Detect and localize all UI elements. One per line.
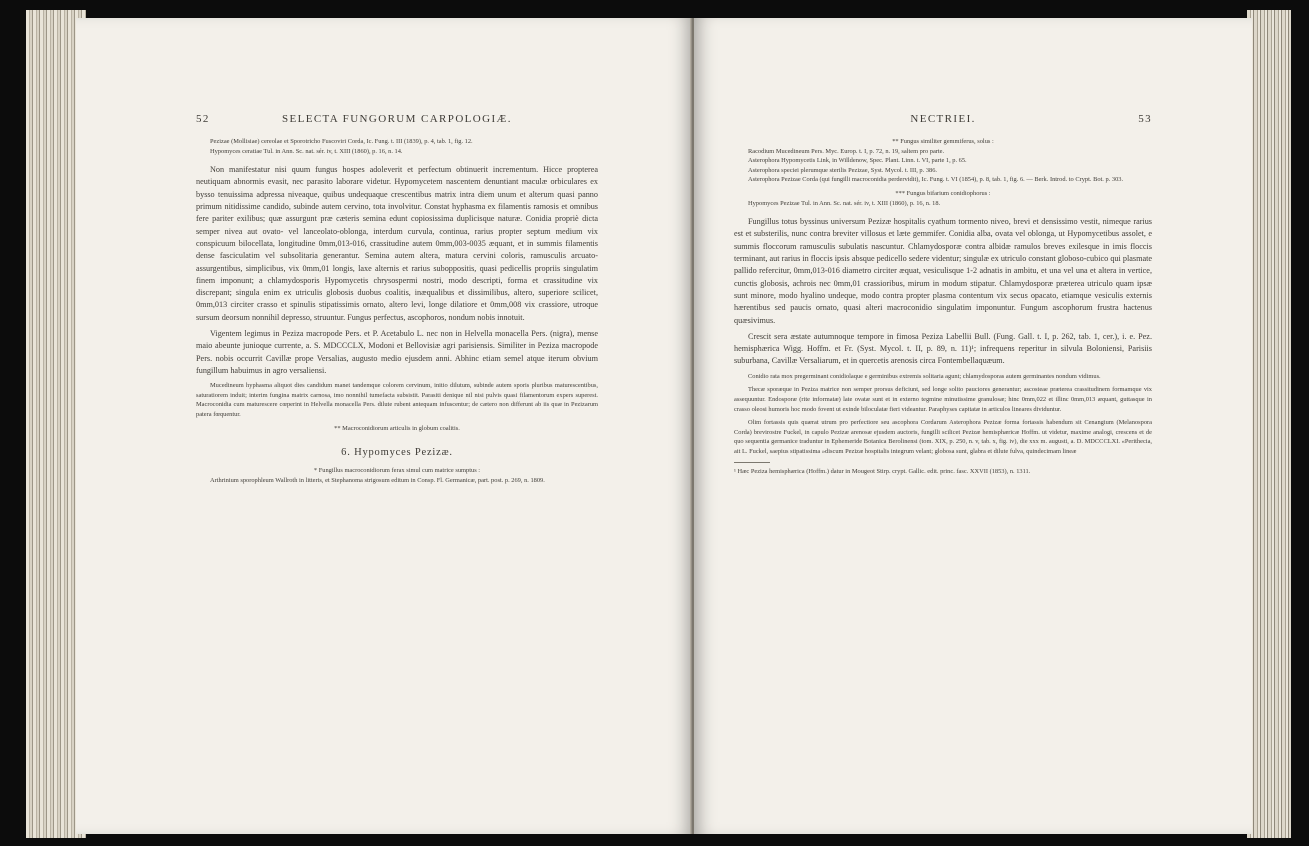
right-page-stack-edge xyxy=(1247,10,1291,838)
body-paragraph: Vigentem legimus in Peziza macropode Pers. et P. Acetabulo L. nec non in Helvella monacella Pers. (nigra), mense maio abeunte junioque currente, a. S. MDCCCLX, Modoni et Bellovisiæ agri parisiensis. Similiter in Peziza macropode Pers. nobis occurrit Cavillæ prope Versalias, augusto medio ejusdem anni. Abhinc etiam semel atque iterum obvium fungillum habuimus in agro versaliensi. xyxy=(196,329,598,375)
right-page-content xyxy=(734,113,1152,477)
section-reference: Arthrinium sporophleum Wallroth in litteris, et Stephanoma strigosum editum in Consp. Fl. Germanicæ, part. post. p. 269, n. 1809. xyxy=(210,476,545,484)
reference-line: Hypomyces ceratiae Tul. in Ann. Sc. nat. sér. iv, t. XIII (1860), p. 16, n. 14. xyxy=(210,147,403,155)
reference-line: Pezizae (Mollisiae) cereolae et Sporotricho Fuscoviri Corda, Ic. Fung. t. III (1839), p. 4, tab. 1, fig. 12. xyxy=(210,138,473,145)
observation-paragraph: Olim fortassis quis quærat utrum pro perfectiore seu ascophora Cordarum Asterophora Pezizæ forma fortassis habendum sit Cenangium (Melanospora Corda) brevirostre Fuckel, in capulo Pezizæ arenosæ ejusdem auctoris, fungilli scilicet Pezizæ hemisphæricæ Hoffm. ut videtur, maxime analogi, crescens et de quo sequentia germanice traduntur in Ephemeride Botanica Berolinensi (tom. XIX, p. 250, n. v, tab. x, fig. iv), die xxx m. augusti, a. D. MDCCCLXI. «Perithecia, ait L. Fuckel, saepius stipatissima »discum Pezizæ hospitalis integrum velant; globosa sunt, glabra et dilute fulva, quindecimam lineæ xyxy=(734,419,1152,455)
section-heading: 6. Hypomyces Pezizæ. xyxy=(341,447,453,459)
right-running-head xyxy=(734,113,1152,125)
left-running-head xyxy=(196,113,598,125)
reference-line: Racodium Mucedineum Pers. Myc. Europ. t. I, p. 72, n. 19, saltem pro parte. xyxy=(748,147,945,155)
note-title: *** Fungus bifarium conidiophorus : xyxy=(895,189,991,197)
reference-line: Asterophora speciei plerumque sterilis Pezizae, Syst. Mycol. t. III, p. 386. xyxy=(748,166,938,174)
footnote-rule xyxy=(734,462,770,463)
body-paragraph: Fungillus totus byssinus universum Pezizæ hospitalis cyathum tormento niveo, brevi et densissimo vestit, nimeque rarius est et substerilis, nunc contra breviter villosus et læte gemmifer. Conidia alba, ovata vel oblonga, ut Hypomycetibus assolet, e summis floccorum ramusculis subulatis nascuntur. Chlamydosporæ contra albidæ ramulos breves exilesque in imis floccis terminant, aut rarius in floccis ipsis absque pedicello sedere videntur; singulæ ex utriculo constant globoso-cubico qui plasmate pallido refercitur, 0mm,013-016 diametro circiter æquat, vesiculisque 1-2 adnatis in ambitu, et una vel una et altera in vertice, cunctis globosis, achrois nec 0mm,01 crassioribus, mirum in modum stipatur. Chlamydosporæ præterea utriculo quam ipsæ sunt minore, modo hyalino undeque, modo contra propter plasma contentum vix secus opacato, etiamque vesiculis externis hærentibus sed paucis ornato, quasi alteri macroconidio singulatim imponuntur. Fungum ascophorum frustra hactenus quæsivimus. xyxy=(734,217,1152,325)
observation-paragraph: Mucedineum hyphasma aliquot dies candidum manet tandemque colorem cervinum, initio dilutum, subinde autem sporis pluribus maturescentibus, saturatiorem induit; interim fungina matrix carnosa, imo nonnihil tumefacta subsistit. Parasiti denique nil nisi pulvis quasi filamentorum expers superest. Macroconidia cum maturescere cœperint in Helvella monacella Pers. dilute rubent antequam infuscentur; de cætero non differunt ab iis quæ in Pezizarum patera fœquentur. xyxy=(196,382,598,419)
right-page xyxy=(694,18,1252,834)
body-paragraph: Crescit sera æstate autumnoque tempore in fimosa Peziza Labellii Bull. (Fung. Gall. t. I, p. 262, tab. 1, cer.), i. e. Pez. hemisphærica Wigg. Hoffm. et Fr. (Syst. Mycol. t. II, p. 89, n. 11)¹; infrequens reperitur in silvula Boloniensi, Parisiis suburbana, Cavillæ Versaliarum, et in quercetis arenosis circa Fontembellaquæum. xyxy=(734,331,1152,366)
section-note-title: * Fungillus macroconidiorum ferax simul cum matrice sumptus : xyxy=(313,467,481,475)
running-head-title-right: NECTRIEI. xyxy=(910,113,976,125)
dagger-footnote: ** Macroconidiorum articulis in globum coalitis. xyxy=(334,424,460,432)
page-number-left: 52 xyxy=(196,113,210,125)
body-paragraph: Non manifestatur nisi quum fungus hospes adoleverit et perfectum obtinuerit incrementum. Hicce propterea neutiquam abnormis evasit, nec parasito laborare videtur. Hypomycetem nascentem denuntiant maculæ orbiculares ex bysso tenuissima adpressa niveaque, quibus undequaque crescentibus matrix intra diem unum et alterum quasi panno primum nitidissime candido, subinde autem cervino, tota involvitur. Constat hyphasma ex filamentis ramosis et omnibus fere pariter exilibus; quæ assurgunt præ cæteris semina edunt copiosissima duplicisque naturæ. Conidia propriè dicta semper nivea aut ovato- vel lanceolato-oblonga, interdum curvula, continua, rarius propter septum medium vix conspicuum bilocellata, longitudine 0mm,013-016, crassitudine autem 0mm,003-0035 æquant, et in summis filamentis dense fasciculatim vel subsolitaria generantur. Semina autem altera, matura cervini coloris, ramusculis arcuato-assurgentibus, simplicibus, vix 0mm,01 longis, laxe alternis et rarius suboppositis, quasi pedicellis propriis singulatim finem imponunt; a chlamydosporis Hypomycetis chrysospermi nostri, modo descripti, forma et crassitudine vix discrepant; singula enim ex utriculis globosis duobus coalitis, inæqualibus et dissimilibus, altero, superiore scilicet, 0mm,013 circiter crasso et spinulis stipatissimis ornato, altero levi, longe dilatiore et 0mm,008 vix crassiore, utroque sursum deorsum nonnihil depresso, struuntur. Fungus perfectus, ascophoros, nondum nobis innotuit. xyxy=(196,165,598,322)
observation-paragraph: Thecæ sporæque in Peziza matrice non semper prorsus deficiunt, sed longe solito pauciores generantur; ascosteae præterea crassitudinem formamque vix assequuntur. Endosporæ (rite informatæ) late ovatæ sunt et in externo tegmine minutissime granulosæ; hinc 0mm,022 et illinc 0mm,013 æquant, guttasque in crasso oleosi humoris hoc modo fovent ut exinde biloculatæ fieri videantur. Paraphyses capitatæ in articulos lineares dividuntur. xyxy=(734,386,1152,413)
reference-line: Hypomyces Pezizae Tul. in Ann. Sc. nat. sér. iv, t. XIII (1860), p. 16, n. 18. xyxy=(748,199,941,207)
left-page xyxy=(76,18,692,834)
page-number-right: 53 xyxy=(1138,113,1152,125)
open-book xyxy=(26,10,1291,838)
reference-line: Asterophora Pezizae Corda (qui fungilli macroconidia perdervidit), Ic. Fung. t. VI (1854), p. 8, tab. 1, fig. 6. — Berk. Introd. to Crypt. Bot. p. 303. xyxy=(748,176,1124,184)
page-footnote: ¹ Hæc Peziza hemisphærica (Hoffm.) datur in Mougeot Stirp. crypt. Gallic. edit. princ. fasc. XXVII (1853), n. 1311. xyxy=(734,468,1031,476)
observation-paragraph: Conidio rata mox pregerminant conidiolaque e germinibus extremis solitaria agunt; chlamydosporas autem germinantes nondum vidimus. xyxy=(748,372,1101,380)
note-title: ** Fungus similiter gemmiferus, solus : xyxy=(892,138,994,145)
running-head-title-left: SELECTA FUNGORUM CARPOLOGIÆ. xyxy=(281,113,512,125)
reference-line: Asterophora Hypomycetis Link, in Willdenow, Spec. Plant. Linn. t. VI, parte 1, p. 65. xyxy=(748,157,967,165)
left-page-content xyxy=(196,113,598,485)
